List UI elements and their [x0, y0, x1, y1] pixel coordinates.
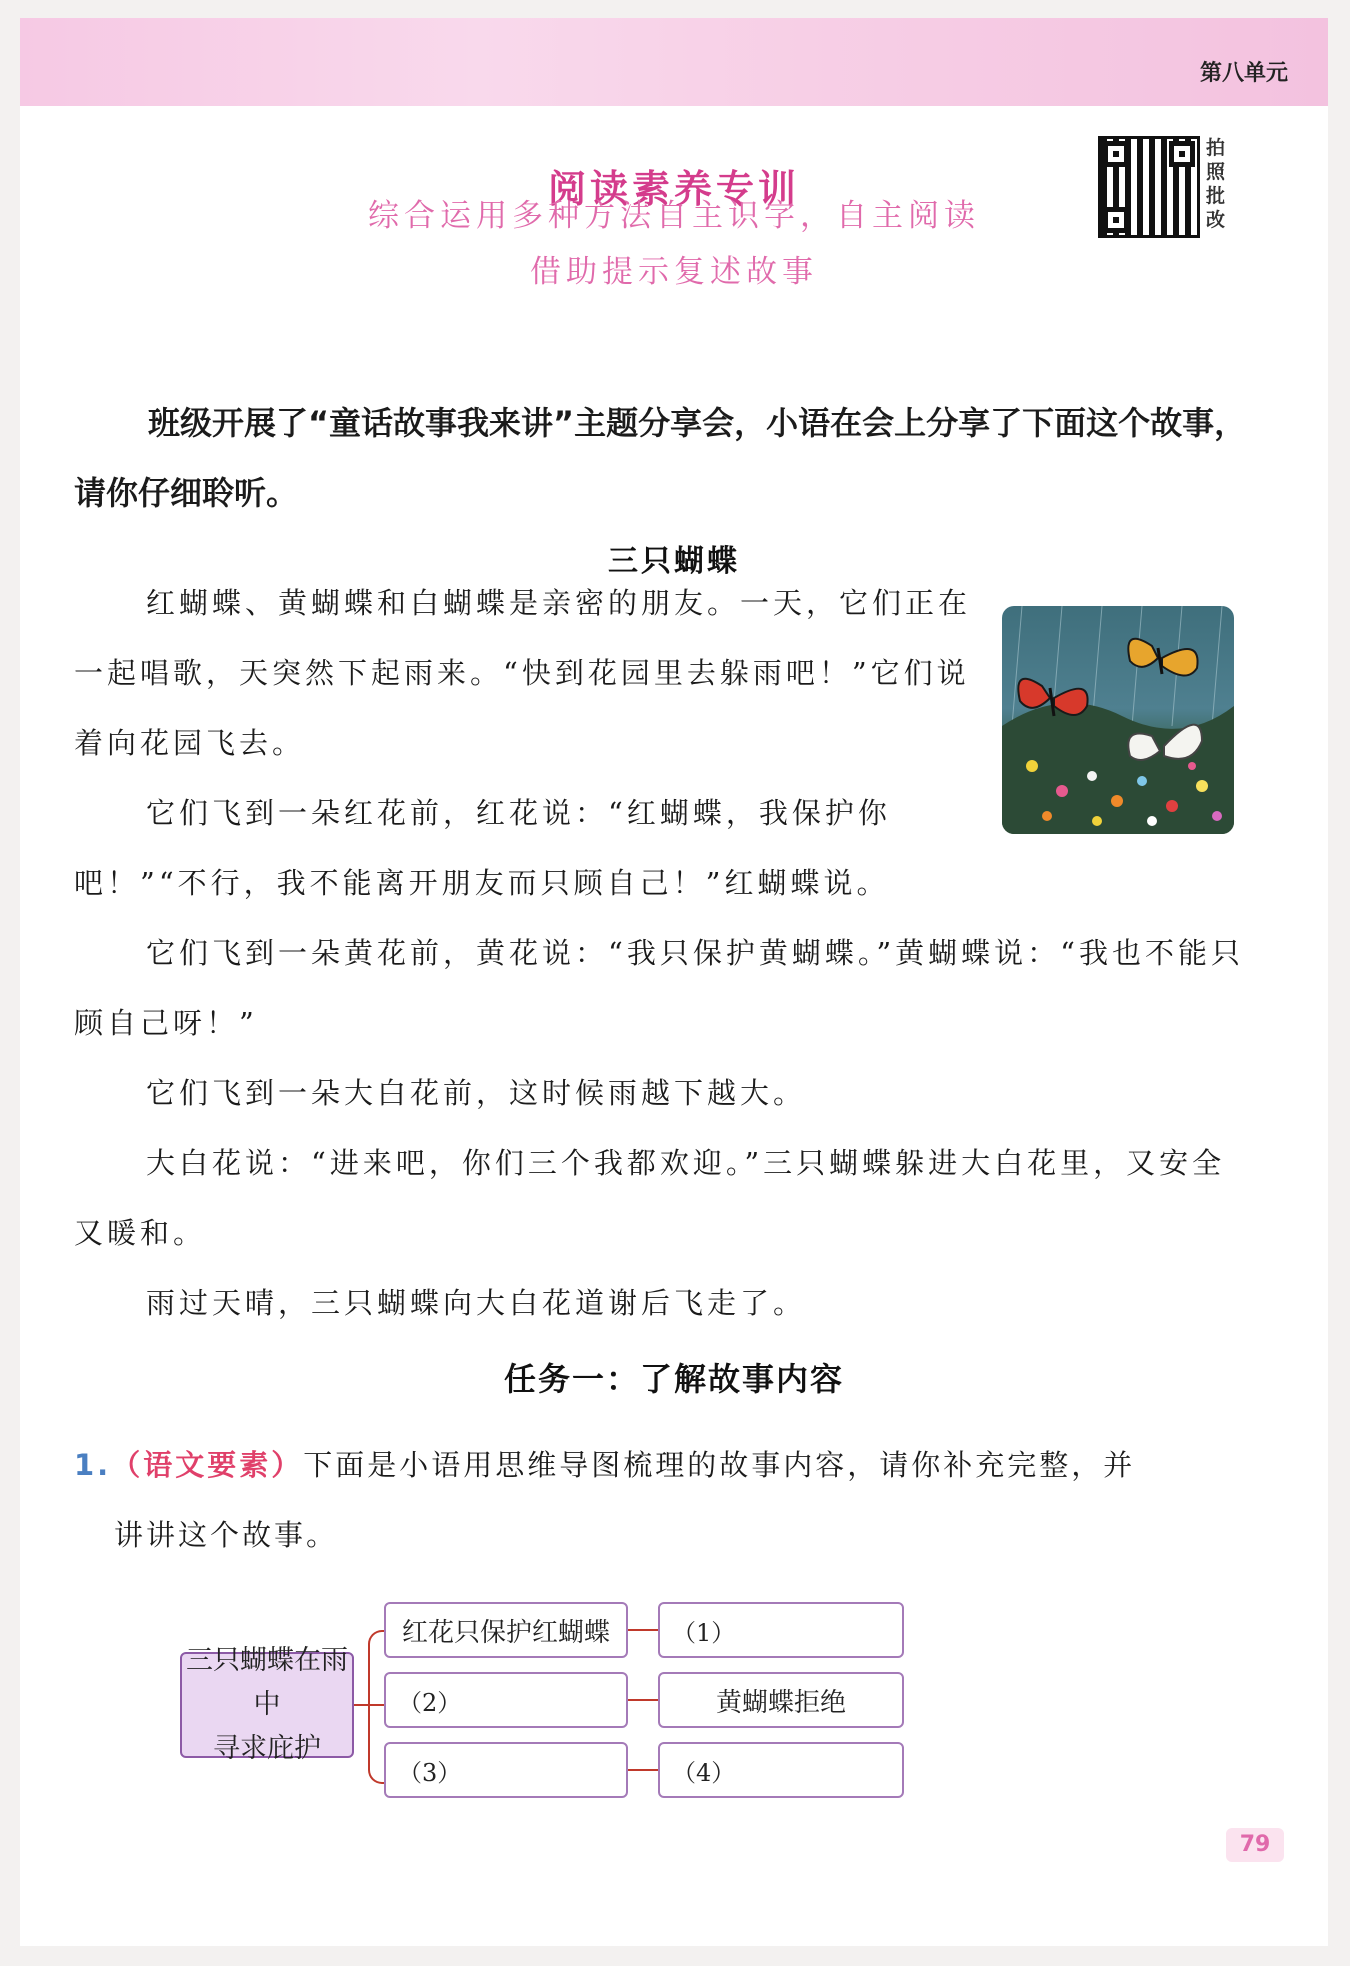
story-paragraph: 红蝴蝶、黄蝴蝶和白蝴蝶是亲密的朋友。一天，它们正在一起唱歌，天突然下起雨来。“快到花园里去躲雨吧！”它们说着向花园飞去。	[74, 586, 972, 760]
question-number: 1.	[74, 1448, 112, 1482]
textbook-page	[20, 18, 1328, 1946]
story-paragraph-3-block	[74, 918, 1254, 1058]
story-paragraph: 大白花说：“进来吧，你们三个我都欢迎。”三只蝴蝶躲进大白花里，又安全又暖和。	[74, 1146, 1226, 1250]
question-text-line1: 下面是小语用思维导图梳理的故事内容，请你补充完整，并	[303, 1448, 1136, 1482]
qr-label: 拍照批改	[1206, 137, 1226, 231]
question-1	[74, 1430, 1254, 1570]
story-paragraph: 它们飞到一朵红花前，红花说：“红蝴蝶，我保护你吧！”“不行，我不能离开朋友而只顾自己！”红蝴蝶说。	[74, 796, 891, 900]
section-title: 阅读素养专训	[547, 167, 800, 211]
story-paragraph-4-block	[74, 1058, 1254, 1128]
mindmap-answer-1[interactable]: （1）	[658, 1602, 904, 1658]
mindmap-connector	[628, 1699, 658, 1701]
intro-text: 班级开展了“童话故事我来讲”主题分享会，小语在会上分享了下面这个故事，请你仔细聆听。	[74, 404, 1247, 512]
subtitle-1: 综合运用多种方法自主识字，自主阅读	[368, 198, 980, 234]
page-number: 79	[1226, 1828, 1284, 1862]
task-title: 任务一：了解故事内容	[503, 1360, 844, 1398]
mindmap-answer-2[interactable]: （2）	[384, 1672, 628, 1728]
story-paragraph: 它们飞到一朵大白花前，这时候雨越下越大。	[146, 1076, 807, 1110]
mindmap-connector	[354, 1704, 368, 1706]
mindmap-answer-4[interactable]: （4）	[658, 1742, 904, 1798]
mindmap-connector	[628, 1769, 658, 1771]
story-paragraph: 它们飞到一朵黄花前，黄花说：“我只保护黄蝴蝶。”黄蝴蝶说：“我也不能只顾自己呀！”	[74, 936, 1244, 1040]
mindmap-connector	[628, 1629, 658, 1631]
mindmap-node-row1-left: 红花只保护红蝴蝶	[384, 1602, 628, 1658]
unit-label: 第八单元	[1199, 61, 1288, 86]
question-text-line2: 讲讲这个故事。	[114, 1518, 339, 1552]
mindmap-root-line1: 三只蝴蝶在雨中	[186, 1645, 348, 1720]
mindmap-node-row2-right: 黄蝴蝶拒绝	[658, 1672, 904, 1728]
butterfly-illustration	[1002, 606, 1234, 834]
subtitle-2: 借助提示复述故事	[530, 254, 818, 290]
question-tag: （语文要素）	[111, 1448, 304, 1482]
story-paragraph: 雨过天晴，三只蝴蝶向大白花道谢后飞走了。	[146, 1286, 807, 1320]
mindmap-root-line2: 寻求庇护	[213, 1733, 321, 1764]
story-title: 三只蝴蝶	[608, 544, 740, 579]
header-band	[20, 18, 1328, 106]
mindmap-root	[180, 1645, 354, 1764]
story-paragraph-1-block	[74, 568, 978, 778]
story-paragraph-2-block	[74, 778, 978, 918]
mindmap-connector	[368, 1704, 384, 1706]
story-paragraph-5-block	[74, 1128, 1254, 1268]
mindmap-answer-3[interactable]: （3）	[384, 1742, 628, 1798]
story-paragraph-6-block	[74, 1268, 1254, 1338]
